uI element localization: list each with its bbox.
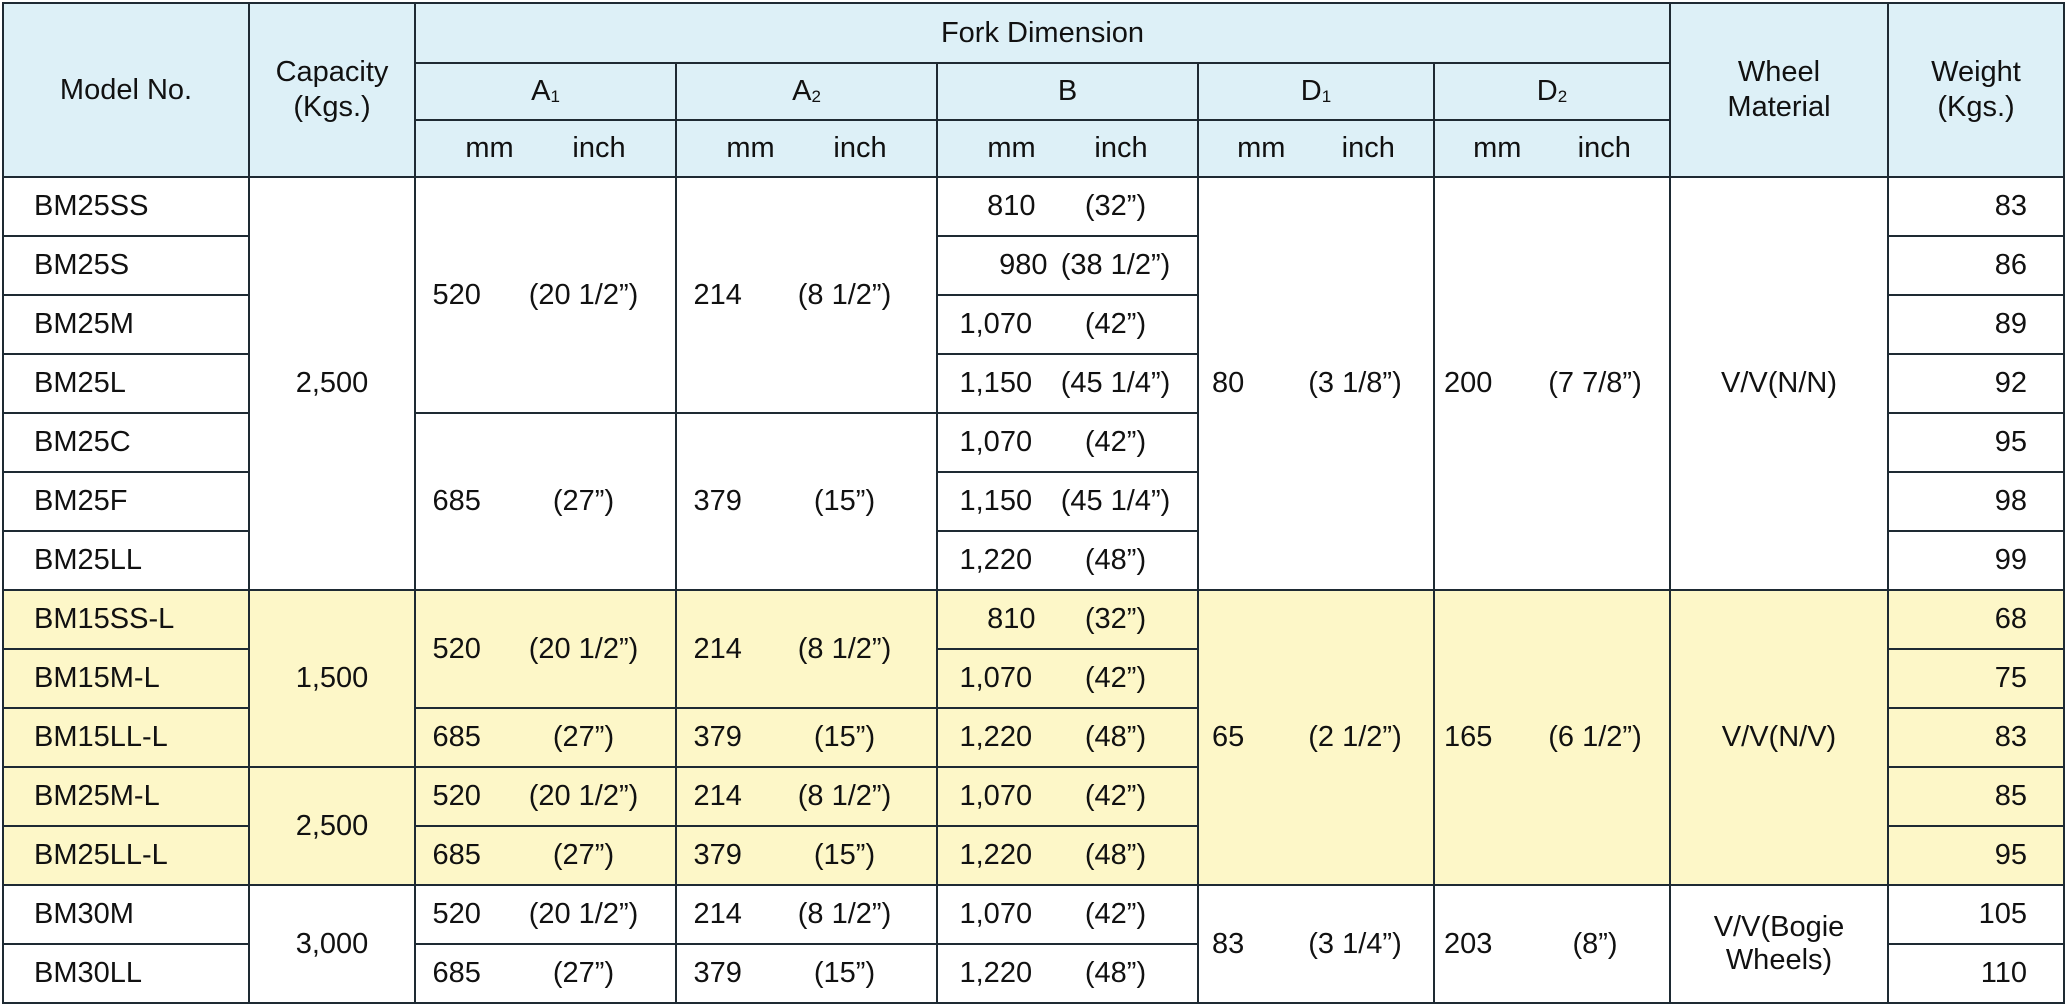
header-wheel-line2: Material (1727, 91, 1831, 123)
b-inch: (42”) (1084, 662, 1147, 694)
a2-inch: (8 1/2”) (797, 898, 892, 930)
model-cell: BM25F (3, 472, 249, 531)
header-unit-a2 (676, 120, 937, 177)
b-cell (937, 295, 1198, 354)
b-mm: 1,220 (959, 839, 1033, 871)
b-inch: (45 1/4”) (1060, 485, 1171, 517)
header-fork-dimension (415, 3, 1670, 63)
header-capacity-line2: (Kgs.) (293, 91, 371, 123)
d1-cell (1198, 590, 1434, 885)
a1-cell (415, 590, 676, 708)
a2-mm: 214 (693, 780, 742, 812)
a1-inch: (20 1/2”) (528, 898, 639, 930)
a1-mm: 685 (432, 957, 481, 989)
d1-inch: (3 1/4”) (1308, 927, 1402, 960)
d2-inch: (6 1/2”) (1548, 721, 1642, 753)
weight-cell: 105 (1888, 885, 2064, 944)
d2-inch: (7 7/8”) (1548, 367, 1642, 399)
weight-cell: 92 (1888, 354, 2064, 413)
a1-mm: 520 (432, 278, 481, 311)
b-cell (937, 472, 1198, 531)
header-a1-base: A (531, 75, 551, 108)
unit-mm: mm (1237, 132, 1286, 165)
model-cell: BM25L (3, 354, 249, 413)
spec-table (2, 2, 2065, 1004)
model-cell: BM15M-L (3, 649, 249, 708)
header-weight-line2: (Kgs.) (1937, 91, 2015, 123)
weight-cell: 75 (1888, 649, 2064, 708)
unit-inch: inch (1094, 132, 1148, 165)
a2-mm: 379 (693, 839, 742, 871)
a2-mm: 214 (693, 632, 742, 665)
a1-inch: (27”) (552, 485, 615, 517)
b-mm: 810 (987, 190, 1036, 222)
header-row-1 (3, 3, 2064, 63)
header-b (937, 63, 1198, 120)
unit-inch: inch (833, 132, 887, 165)
b-cell (937, 590, 1198, 649)
d1-mm: 65 (1212, 721, 1245, 753)
d2-mm: 165 (1444, 721, 1493, 753)
header-a2 (676, 63, 937, 120)
d1-cell (1198, 177, 1434, 590)
unit-inch: inch (1341, 132, 1395, 165)
a2-inch: (8 1/2”) (797, 278, 892, 311)
b-cell (937, 885, 1198, 944)
a2-mm: 214 (693, 898, 742, 930)
weight-cell: 86 (1888, 236, 2064, 295)
model-cell: BM25LL-L (3, 826, 249, 885)
b-inch: (48”) (1084, 544, 1147, 576)
unit-inch: inch (572, 132, 626, 165)
a1-cell (415, 767, 676, 826)
model-cell: BM25C (3, 413, 249, 472)
model-cell: BM30M (3, 885, 249, 944)
a2-mm: 379 (693, 485, 742, 517)
weight-cell: 95 (1888, 413, 2064, 472)
b-mm: 980 (999, 249, 1048, 281)
header-weight-line1: Weight (1931, 56, 2021, 89)
a2-cell (676, 767, 937, 826)
b-mm: 1,220 (959, 544, 1033, 576)
header-wheel-line1: Wheel (1737, 56, 1821, 89)
table-row (3, 590, 2064, 649)
a2-inch: (15”) (813, 839, 876, 871)
d1-mm: 83 (1212, 927, 1245, 960)
b-inch: (42”) (1084, 426, 1147, 458)
model-cell: BM25S (3, 236, 249, 295)
d2-mm: 203 (1444, 927, 1493, 960)
b-mm: 1,220 (959, 721, 1033, 753)
b-cell (937, 767, 1198, 826)
a1-mm: 685 (432, 839, 481, 871)
header-d2-base: D (1536, 75, 1558, 108)
wheel-cell: V/V(N/N) (1670, 177, 1888, 590)
a1-mm: 520 (432, 780, 481, 812)
a1-mm: 520 (432, 632, 481, 665)
header-wheel-material (1670, 3, 1888, 177)
header-model-no (3, 3, 249, 177)
b-inch: (48”) (1084, 839, 1147, 871)
model-cell: BM25M-L (3, 767, 249, 826)
unit-inch: inch (1577, 132, 1631, 165)
weight-cell: 99 (1888, 531, 2064, 590)
b-mm: 1,070 (959, 308, 1033, 340)
d2-cell (1434, 177, 1670, 590)
a2-cell (676, 944, 937, 1003)
b-cell (937, 531, 1198, 590)
weight-cell: 83 (1888, 177, 2064, 236)
d1-inch: (3 1/8”) (1308, 367, 1402, 399)
header-d1 (1198, 63, 1434, 120)
weight-cell: 83 (1888, 708, 2064, 767)
weight-cell: 95 (1888, 826, 2064, 885)
header-d2-sub: 2 (1557, 87, 1568, 107)
header-a2-base: A (792, 75, 812, 108)
weight-cell: 110 (1888, 944, 2064, 1003)
b-cell (937, 354, 1198, 413)
a2-cell (676, 885, 937, 944)
header-capacity (249, 3, 415, 177)
b-cell (937, 708, 1198, 767)
a2-cell (676, 413, 937, 590)
header-a2-sub: 2 (811, 87, 821, 107)
model-cell: BM15LL-L (3, 708, 249, 767)
b-mm: 1,070 (959, 898, 1033, 930)
table-row (3, 885, 2064, 944)
capacity-cell: 1,500 (249, 590, 415, 767)
b-inch: (32”) (1084, 603, 1147, 635)
b-inch: (38 1/2”) (1060, 249, 1171, 281)
a1-cell (415, 413, 676, 590)
d2-inch: (8”) (1572, 927, 1618, 960)
header-b-base: B (1057, 75, 1078, 108)
a1-cell (415, 177, 676, 413)
b-inch: (42”) (1084, 780, 1147, 812)
a2-inch: (15”) (813, 957, 876, 989)
a2-inch: (8 1/2”) (797, 632, 892, 665)
b-mm: 1,220 (959, 957, 1033, 989)
unit-mm: mm (726, 132, 775, 165)
b-mm: 1,150 (959, 485, 1033, 517)
unit-mm: mm (987, 132, 1036, 165)
a1-inch: (27”) (552, 721, 615, 753)
b-cell (937, 944, 1198, 1003)
a2-cell (676, 708, 937, 767)
unit-mm: mm (1473, 132, 1522, 165)
a1-cell (415, 944, 676, 1003)
d1-inch: (2 1/2”) (1308, 721, 1402, 753)
unit-mm: mm (465, 132, 514, 165)
d2-mm: 200 (1444, 367, 1493, 399)
b-cell (937, 826, 1198, 885)
model-cell: BM25SS (3, 177, 249, 236)
b-cell (937, 649, 1198, 708)
b-inch: (42”) (1084, 308, 1147, 340)
d2-cell (1434, 885, 1670, 1003)
weight-cell: 85 (1888, 767, 2064, 826)
b-cell (937, 413, 1198, 472)
d1-cell (1198, 885, 1434, 1003)
a1-mm: 520 (432, 898, 481, 930)
a1-cell (415, 885, 676, 944)
capacity-cell: 2,500 (249, 767, 415, 885)
model-cell: BM15SS-L (3, 590, 249, 649)
wheel-cell: V/V(N/V) (1670, 590, 1888, 885)
b-mm: 1,150 (959, 367, 1033, 399)
d1-mm: 80 (1212, 367, 1245, 399)
header-a1 (415, 63, 676, 120)
table-row (3, 177, 2064, 236)
b-mm: 1,070 (959, 780, 1033, 812)
header-unit-a1 (415, 120, 676, 177)
a1-inch: (20 1/2”) (528, 632, 639, 665)
header-unit-d2 (1434, 120, 1670, 177)
header-d1-sub: 1 (1321, 87, 1332, 107)
weight-cell: 89 (1888, 295, 2064, 354)
b-mm: 1,070 (959, 426, 1033, 458)
wheel-line1: V/V(Bogie (1713, 911, 1845, 943)
b-cell (937, 236, 1198, 295)
a1-mm: 685 (432, 721, 481, 753)
wheel-line2: Wheels) (1725, 944, 1833, 976)
header-unit-b (937, 120, 1198, 177)
b-inch: (48”) (1084, 957, 1147, 989)
weight-cell: 68 (1888, 590, 2064, 649)
a2-inch: (15”) (813, 721, 876, 753)
a2-mm: 379 (693, 957, 742, 989)
capacity-cell: 2,500 (249, 177, 415, 590)
model-cell: BM30LL (3, 944, 249, 1003)
header-d1-base: D (1300, 75, 1322, 108)
a1-inch: (20 1/2”) (528, 278, 639, 311)
b-cell (937, 177, 1198, 236)
b-inch: (48”) (1084, 721, 1147, 753)
a1-inch: (27”) (552, 957, 615, 989)
a2-mm: 379 (693, 721, 742, 753)
header-fork-dimension-label: Fork Dimension (940, 16, 1145, 49)
a2-inch: (15”) (813, 485, 876, 517)
header-model-no-label: Model No. (59, 73, 193, 106)
model-cell: BM25LL (3, 531, 249, 590)
b-mm: 1,070 (959, 662, 1033, 694)
spec-table-container (2, 2, 2065, 1004)
b-inch: (45 1/4”) (1060, 367, 1171, 399)
weight-cell: 98 (1888, 472, 2064, 531)
a2-inch: (8 1/2”) (797, 780, 892, 812)
wheel-cell (1670, 885, 1888, 1003)
d2-cell (1434, 590, 1670, 885)
a1-inch: (27”) (552, 839, 615, 871)
header-a1-sub: 1 (550, 87, 560, 107)
capacity-cell: 3,000 (249, 885, 415, 1003)
a1-inch: (20 1/2”) (528, 780, 639, 812)
a2-cell (676, 590, 937, 708)
a2-cell (676, 177, 937, 413)
a2-cell (676, 826, 937, 885)
header-weight (1888, 3, 2064, 177)
b-mm: 810 (987, 603, 1036, 635)
header-d2 (1434, 63, 1670, 120)
header-capacity-line1: Capacity (275, 56, 389, 89)
a1-cell (415, 826, 676, 885)
b-inch: (32”) (1084, 190, 1147, 222)
a1-cell (415, 708, 676, 767)
b-inch: (42”) (1084, 898, 1147, 930)
model-cell: BM25M (3, 295, 249, 354)
a1-mm: 685 (432, 485, 481, 517)
header-unit-d1 (1198, 120, 1434, 177)
a2-mm: 214 (693, 278, 742, 311)
